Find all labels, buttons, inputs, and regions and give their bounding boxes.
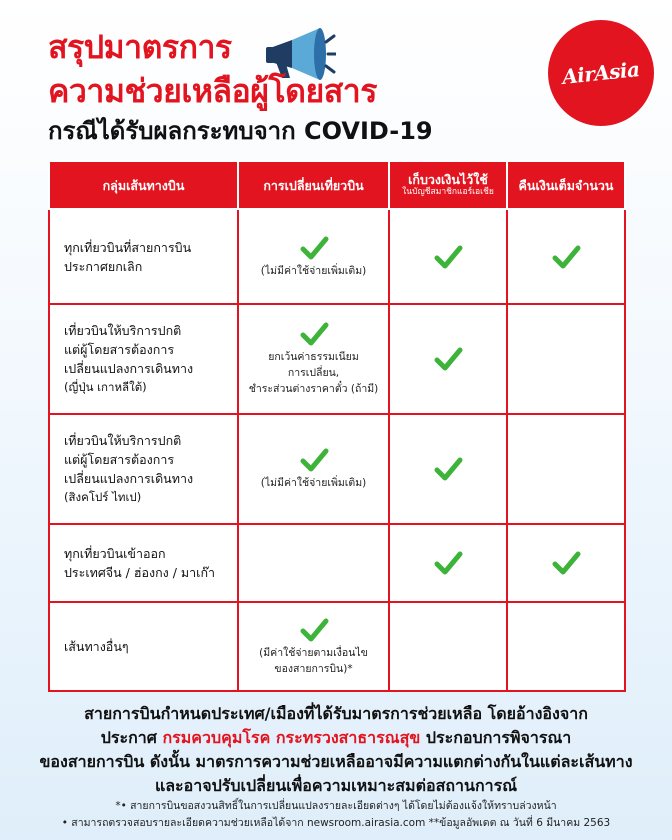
- footer-suffix: ประกอบการพิจารณา: [425, 728, 572, 747]
- footer-statement: [0, 702, 672, 798]
- route-text: แต่ผู้โดยสารต้องการ: [64, 342, 175, 357]
- table-header-row: [49, 161, 625, 209]
- refund-cell: [507, 602, 625, 691]
- check-icon: [299, 617, 329, 643]
- route-text: ทุกเที่ยวบินเข้าออก: [64, 546, 166, 561]
- check-icon: [433, 456, 463, 482]
- change-note: (ไม่มีค่าใช้จ่ายเพิ่มเติม): [260, 477, 367, 489]
- header-credit-label: เก็บวงเงินไว้ใช้: [408, 172, 488, 187]
- check-icon: [433, 244, 463, 270]
- header-route: กลุ่มเส้นทางบิน: [49, 161, 238, 209]
- route-text: เที่ยวบินให้บริการปกติ: [64, 323, 182, 338]
- credit-cell: [389, 414, 507, 524]
- table-row: [49, 602, 625, 691]
- footer-line: และอาจปรับเปลี่ยนเพื่อความเหมาะสมต่อสถานการณ์: [154, 776, 518, 795]
- change-note: (ไม่มีค่าใช้จ่ายเพิ่มเติม): [260, 264, 367, 277]
- refund-cell: [507, 209, 625, 304]
- route-note: (ญี่ปุ่น เกาหลีใต้): [64, 380, 147, 394]
- footer-authority: กรมควบคุมโรค กระทรวงสาธารณสุข: [162, 728, 421, 747]
- footer-line: ของสายการบิน ดังนั้น มาตรการความช่วยเหลืออาจมีความแตกต่างกันในแต่ละเส้นทาง: [39, 752, 633, 771]
- header-credit: [389, 161, 507, 209]
- route-cell: [49, 602, 238, 691]
- table-row: [49, 414, 625, 524]
- check-icon: [551, 244, 581, 270]
- check-icon: [433, 346, 463, 372]
- header-change: การเปลี่ยนเที่ยวบิน: [238, 161, 389, 209]
- change-cell: [238, 602, 389, 691]
- change-note: การเปลี่ยน,: [287, 367, 340, 379]
- route-text: เที่ยวบินให้บริการปกติ: [64, 433, 182, 448]
- page-subtitle: กรณีได้รับผลกระทบจาก COVID-19: [48, 117, 433, 145]
- change-cell: [238, 209, 389, 304]
- check-icon: [433, 550, 463, 576]
- route-cell: [49, 304, 238, 414]
- credit-cell: [389, 602, 507, 691]
- check-icon: [299, 321, 329, 347]
- route-cell: [49, 414, 238, 524]
- check-icon: [299, 447, 329, 473]
- assistance-table: [48, 160, 626, 692]
- change-note: ยกเว้นค่าธรรมเนียม: [268, 351, 359, 363]
- credit-cell: [389, 524, 507, 602]
- change-note: ชำระส่วนต่างราคาตั๋ว (ถ้ามี): [248, 383, 379, 395]
- check-icon: [551, 550, 581, 576]
- footnote: • สามารถตรวจสอบรายละเอียดความช่วยเหลือได้จาก newsroom.airasia.com **ข้อมูลอัพเดต ณ วันที่ 6 มีนาคม 2563: [61, 817, 611, 829]
- header-credit-sub: ในบัญชีสมาชิกแอร์เอเชีย: [402, 187, 494, 197]
- route-text: ประเทศจีน / ฮ่องกง / มาเก๊า: [64, 565, 216, 580]
- refund-cell: [507, 414, 625, 524]
- footnote: *• สายการบินขอสงวนสิทธิ์ในการเปลี่ยนแปลงรายละเอียดต่างๆ ได้โดยไม่ต้องแจ้งให้ทราบล่วงหน้า: [115, 800, 557, 812]
- route-text: เส้นทางอื่นๆ: [64, 639, 129, 654]
- route-text: เปลี่ยนแปลงการเดินทาง: [64, 361, 194, 376]
- change-cell: [238, 304, 389, 414]
- logo-text: AirAsia: [561, 57, 641, 89]
- credit-cell: [389, 304, 507, 414]
- route-cell: [49, 209, 238, 304]
- route-text: แต่ผู้โดยสารต้องการ: [64, 452, 175, 467]
- credit-cell: [389, 209, 507, 304]
- route-text: ประกาศยกเลิก: [64, 258, 143, 274]
- footer-line: [0, 726, 672, 750]
- check-icon: [299, 235, 329, 261]
- route-text: เปลี่ยนแปลงการเดินทาง: [64, 471, 194, 486]
- change-note: (มีค่าใช้จ่ายตามเงื่อนไข: [259, 646, 368, 659]
- airasia-logo: [548, 20, 654, 126]
- table-row: [49, 524, 625, 602]
- header-refund: คืนเงินเต็มจำนวน: [507, 161, 625, 209]
- change-cell: [238, 414, 389, 524]
- change-cell: [238, 524, 389, 602]
- table-row: [49, 304, 625, 414]
- change-note: ของสายการบิน)*: [274, 662, 353, 675]
- route-note: (สิงคโปร์ ไทเป): [64, 490, 142, 504]
- footer-prefix: ประกาศ: [100, 728, 157, 747]
- page-title-line1: สรุปมาตรการ: [48, 28, 232, 66]
- route-text: ทุกเที่ยวบินที่สายการบิน: [64, 239, 192, 255]
- refund-cell: [507, 304, 625, 414]
- table-row: [49, 209, 625, 304]
- footnotes: [0, 798, 672, 832]
- page-title-line2: ความช่วยเหลือผู้โดยสาร: [48, 72, 377, 110]
- refund-cell: [507, 524, 625, 602]
- footer-line: สายการบินกำหนดประเทศ/เมืองที่ได้รับมาตรการช่วยเหลือ โดยอ้างอิงจาก: [84, 704, 588, 723]
- route-cell: [49, 524, 238, 602]
